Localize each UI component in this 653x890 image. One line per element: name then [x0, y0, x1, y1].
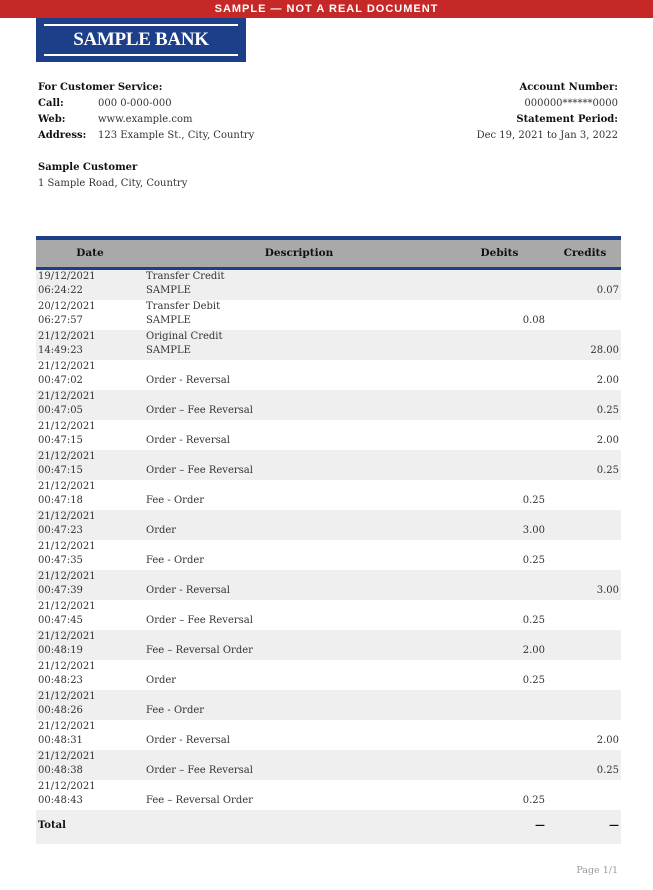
table-row	[36, 390, 621, 420]
customer-service-heading: For Customer Service:	[38, 82, 163, 93]
row-date: 21/12/2021 00:48:43	[38, 780, 96, 806]
row-date: 21/12/2021 00:47:15	[38, 450, 96, 476]
row-credit: 2.00	[596, 734, 619, 746]
row-debit: 3.00	[522, 524, 545, 536]
logo-rule	[44, 54, 238, 56]
row-debit	[454, 390, 549, 420]
web-value[interactable]: www.example.com	[98, 114, 193, 125]
table-row	[36, 780, 621, 810]
row-date: 21/12/2021 00:47:02	[38, 360, 96, 386]
table-row	[36, 300, 621, 330]
row-date: 21/12/2021 00:48:38	[38, 750, 96, 776]
total-label: Total	[36, 810, 144, 844]
table-row	[36, 570, 621, 600]
row-debit: 0.25	[522, 614, 545, 626]
row-date: 21/12/2021 00:47:39	[38, 570, 96, 596]
row-credit	[549, 660, 621, 690]
row-credit	[549, 510, 621, 540]
row-description: Order - Reversal	[146, 734, 230, 746]
row-description: Order – Fee Reversal	[146, 764, 253, 776]
row-credit: 2.00	[596, 434, 619, 446]
row-date: 21/12/2021 00:48:31	[38, 720, 96, 746]
call-label: Call:	[38, 98, 64, 109]
row-debit: 0.08	[522, 314, 545, 326]
header-description: Description	[264, 247, 334, 260]
statement-period-label: Statement Period:	[516, 114, 618, 125]
web-label: Web:	[38, 114, 66, 125]
row-credit	[549, 600, 621, 630]
row-credit	[549, 780, 621, 810]
row-date: 21/12/2021 14:49:23	[38, 330, 96, 356]
table-header-row	[36, 238, 621, 268]
customer-address: 1 Sample Road, City, Country	[38, 178, 188, 189]
row-date: 21/12/2021 00:48:26	[38, 690, 96, 716]
row-debit	[454, 360, 549, 390]
table-row	[36, 750, 621, 780]
row-description: Original Credit SAMPLE	[146, 330, 223, 356]
account-number-value: 000000******0000	[524, 98, 618, 109]
logo-text: SAMPLE BANK	[73, 29, 209, 50]
total-debits: —	[454, 810, 549, 844]
row-credit: 0.25	[596, 464, 619, 476]
table-row	[36, 268, 621, 300]
total-row	[36, 810, 621, 844]
table-row	[36, 690, 621, 720]
row-debit	[454, 330, 549, 360]
row-description: Transfer Credit SAMPLE	[146, 270, 225, 296]
bank-logo	[36, 18, 246, 62]
account-number-label: Account Number:	[519, 82, 618, 93]
row-debit: 0.25	[522, 494, 545, 506]
row-date: 21/12/2021 00:47:18	[38, 480, 96, 506]
table-row	[36, 480, 621, 510]
row-credit: 2.00	[596, 374, 619, 386]
row-debit	[454, 570, 549, 600]
row-credit	[549, 540, 621, 570]
table-row	[36, 720, 621, 750]
row-date: 21/12/2021 00:47:05	[38, 390, 96, 416]
row-description: Order - Reversal	[146, 434, 230, 446]
account-info-block	[477, 80, 618, 144]
table-row	[36, 360, 621, 390]
address-value: 123 Example St., City, Country	[98, 130, 255, 141]
logo-rule	[44, 24, 238, 26]
header-date: Date	[76, 247, 104, 260]
row-description: Order - Reversal	[146, 374, 230, 386]
row-date: 21/12/2021 00:47:45	[38, 600, 96, 626]
transactions-body	[36, 268, 621, 810]
row-description: Order	[146, 674, 177, 686]
row-credit: 3.00	[596, 584, 619, 596]
total-credits: —	[549, 810, 621, 844]
row-description: Order – Fee Reversal	[146, 464, 253, 476]
row-description: Order – Fee Reversal	[146, 614, 253, 626]
row-description: Fee – Reversal Order	[146, 644, 253, 656]
row-credit	[549, 690, 621, 720]
row-debit: 0.25	[522, 674, 545, 686]
row-credit	[549, 300, 621, 330]
customer-name: Sample Customer	[38, 162, 138, 173]
total-spacer	[144, 810, 454, 844]
customer-service-block	[38, 80, 254, 144]
row-credit	[549, 480, 621, 510]
row-credit: 0.07	[596, 284, 619, 296]
row-debit	[454, 450, 549, 480]
row-description: Fee – Reversal Order	[146, 794, 253, 806]
row-credit: 0.25	[596, 764, 619, 776]
table-row	[36, 540, 621, 570]
row-date: 19/12/2021 06:24:22	[38, 270, 96, 296]
table-row	[36, 450, 621, 480]
row-description: Order - Reversal	[146, 584, 230, 596]
row-description: Transfer Debit SAMPLE	[146, 300, 221, 326]
call-value: 000 0-000-000	[98, 98, 172, 109]
table-row	[36, 660, 621, 690]
header-credits: Credits	[563, 247, 607, 260]
row-debit	[454, 690, 549, 720]
table-row	[36, 510, 621, 540]
table-row	[36, 600, 621, 630]
row-debit: 0.25	[522, 554, 545, 566]
transactions-table	[36, 236, 621, 844]
row-debit: 0.25	[522, 794, 545, 806]
row-debit: 2.00	[522, 644, 545, 656]
row-description: Order	[146, 524, 177, 536]
page-number: Page 1/1	[576, 865, 618, 876]
row-debit	[454, 268, 549, 300]
row-date: 21/12/2021 00:48:23	[38, 660, 96, 686]
table-row	[36, 330, 621, 360]
row-description: Order – Fee Reversal	[146, 404, 253, 416]
row-description: Fee - Order	[146, 494, 205, 506]
customer-block	[38, 160, 187, 192]
row-debit	[454, 750, 549, 780]
address-label: Address:	[38, 130, 87, 141]
row-debit	[454, 720, 549, 750]
table-row	[36, 420, 621, 450]
row-date: 21/12/2021 00:47:23	[38, 510, 96, 536]
row-credit: 0.25	[596, 404, 619, 416]
row-description: Fee - Order	[146, 704, 205, 716]
table-row	[36, 630, 621, 660]
row-date: 21/12/2021 00:47:35	[38, 540, 96, 566]
row-credit	[549, 630, 621, 660]
row-date: 21/12/2021 00:48:19	[38, 630, 96, 656]
row-debit	[454, 420, 549, 450]
row-date: 21/12/2021 00:47:15	[38, 420, 96, 446]
row-credit: 28.00	[590, 344, 619, 356]
row-description: Fee - Order	[146, 554, 205, 566]
statement-period-value: Dec 19, 2021 to Jan 3, 2022	[476, 130, 618, 141]
sample-notice-banner: SAMPLE — NOT A REAL DOCUMENT	[0, 0, 653, 18]
header-debits: Debits	[480, 247, 519, 260]
row-date: 20/12/2021 06:27:57	[38, 300, 96, 326]
